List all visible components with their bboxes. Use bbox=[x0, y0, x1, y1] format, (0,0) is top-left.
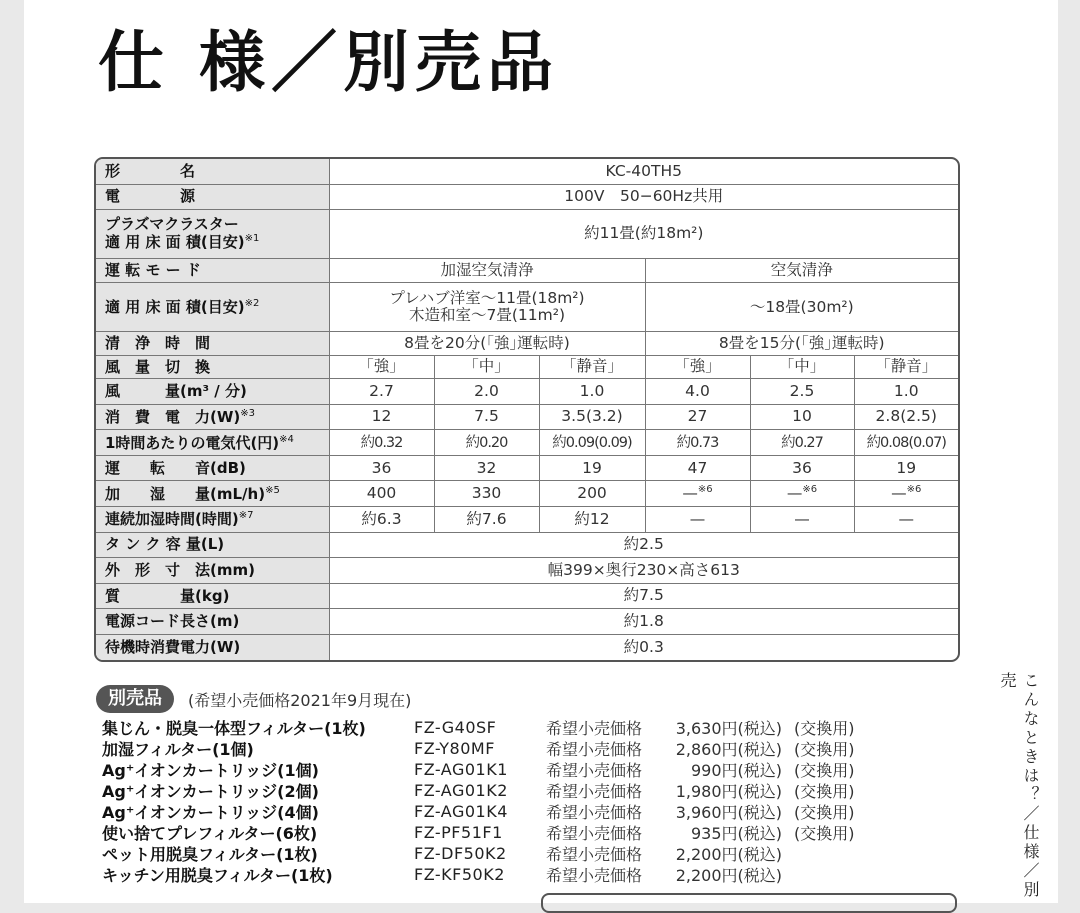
item-price: 3,630円(税込) bbox=[675, 719, 782, 738]
row-mode bbox=[96, 258, 958, 283]
consumption-label: 消 費 電 力(W)$^{※3}$ bbox=[96, 404, 329, 430]
cost-cell: 約0.09(0.09) bbox=[539, 430, 645, 456]
airflow-cell: 4.0 bbox=[645, 379, 750, 405]
row-tank bbox=[96, 532, 958, 558]
cord-label: 電源コード長さ(m) bbox=[96, 609, 329, 635]
row-model bbox=[96, 159, 958, 185]
humid-cell: 330 bbox=[434, 481, 539, 507]
area-air: 〜18畳(30m²) bbox=[645, 283, 958, 332]
list-item bbox=[102, 780, 902, 801]
list-item bbox=[102, 759, 902, 780]
page-title: 仕 様／別売品 bbox=[98, 24, 559, 101]
list-item bbox=[102, 738, 902, 759]
humid-cell: —$^{※6}$ bbox=[645, 481, 750, 507]
airflow-cell: 2.5 bbox=[750, 379, 854, 405]
model-value: KC-40TH5 bbox=[329, 159, 958, 185]
item-use: (交換用) bbox=[794, 782, 855, 801]
list-item bbox=[102, 864, 902, 885]
fan-label: 風 量 切 換 bbox=[96, 355, 329, 379]
cost-cell: 約0.20 bbox=[434, 430, 539, 456]
power-value: 100V 50−60Hz共用 bbox=[329, 185, 958, 210]
cutoff-box bbox=[541, 893, 957, 913]
item-model: FZ-KF50K2 bbox=[414, 865, 505, 884]
item-price: 2,200円(税込) bbox=[675, 866, 782, 885]
clean-label: 清 浄 時 間 bbox=[96, 332, 329, 356]
item-name: ペット用脱臭フィルター(1枚) bbox=[102, 845, 318, 864]
row-continuous bbox=[96, 507, 958, 533]
item-name: キッチン用脱臭フィルター(1枚) bbox=[102, 866, 333, 885]
row-consumption bbox=[96, 404, 958, 430]
noise-cell: 19 bbox=[539, 455, 645, 481]
row-noise bbox=[96, 455, 958, 481]
mode-label: 運 転 モ ー ド bbox=[96, 258, 329, 283]
item-use: (交換用) bbox=[794, 719, 855, 738]
cost-cell: 約0.27 bbox=[750, 430, 854, 456]
airflow-cell: 1.0 bbox=[539, 379, 645, 405]
consumption-cell: 27 bbox=[645, 404, 750, 430]
cost-label: 1時間あたりの電気代(円)$^{※4}$ bbox=[96, 430, 329, 456]
plasma-value: 約11畳(約18m²) bbox=[329, 209, 958, 258]
row-area bbox=[96, 283, 958, 332]
item-price-label: 希望小売価格 bbox=[546, 761, 643, 780]
area-label: 適 用 床 面 積(目安)$^{※2}$ bbox=[96, 283, 329, 332]
list-item bbox=[102, 843, 902, 864]
item-price-label: 希望小売価格 bbox=[546, 866, 643, 885]
row-fan-mode bbox=[96, 355, 958, 379]
size-value: 幅399×奥行230×高さ613 bbox=[329, 558, 958, 584]
item-use: (交換用) bbox=[794, 761, 855, 780]
item-price: 2,200円(税込) bbox=[675, 845, 782, 864]
consumption-cell: 10 bbox=[750, 404, 854, 430]
area-humid: プレハブ洋室〜11畳(18m²) 木造和室〜7畳(11m²) bbox=[329, 283, 645, 332]
noise-cell: 19 bbox=[854, 455, 958, 481]
noise-cell: 36 bbox=[329, 455, 434, 481]
row-humid bbox=[96, 481, 958, 507]
item-model: FZ-AG01K4 bbox=[414, 802, 508, 821]
item-use: (交換用) bbox=[794, 824, 855, 843]
noise-cell: 32 bbox=[434, 455, 539, 481]
item-price-label: 希望小売価格 bbox=[546, 740, 643, 759]
airflow-cell: 2.0 bbox=[434, 379, 539, 405]
mode-humid: 加湿空気清浄 bbox=[329, 258, 645, 283]
standby-label: 待機時消費電力(W) bbox=[96, 634, 329, 660]
airflow-label: 風 量(m³ / 分) bbox=[96, 379, 329, 405]
fan-mode-cell: 「強」 bbox=[645, 355, 750, 379]
side-index-tab: こんなときは？／仕様／別売 bbox=[998, 672, 1040, 900]
row-airflow bbox=[96, 379, 958, 405]
humid-cell: —$^{※6}$ bbox=[854, 481, 958, 507]
item-model: FZ-AG01K1 bbox=[414, 760, 508, 779]
item-price-label: 希望小売価格 bbox=[546, 782, 643, 801]
item-name: 使い捨てプレフィルター(6枚) bbox=[102, 824, 318, 843]
item-price: 935円(税込) bbox=[690, 824, 782, 843]
humid-label: 加 湿 量(mL/h)$^{※5}$ bbox=[96, 481, 329, 507]
model-label: 形 名 bbox=[96, 159, 329, 185]
spec-table bbox=[94, 157, 960, 662]
item-use: (交換用) bbox=[794, 803, 855, 822]
cost-cell: 約0.73 bbox=[645, 430, 750, 456]
item-name: 加湿フィルター(1個) bbox=[102, 740, 254, 759]
consumption-cell: 2.8(2.5) bbox=[854, 404, 958, 430]
item-price-label: 希望小売価格 bbox=[546, 845, 643, 864]
cont-cell: 約12 bbox=[539, 507, 645, 533]
list-item bbox=[102, 801, 902, 822]
item-price-label: 希望小売価格 bbox=[546, 719, 643, 738]
tank-label: タ ン ク 容 量(L) bbox=[96, 532, 329, 558]
weight-value: 約7.5 bbox=[329, 583, 958, 609]
item-model: FZ-PF51F1 bbox=[414, 823, 503, 842]
row-plasma bbox=[96, 209, 958, 258]
noise-cell: 47 bbox=[645, 455, 750, 481]
clean-humid: 8畳を20分(｢強｣運転時) bbox=[329, 332, 645, 356]
row-standby bbox=[96, 634, 958, 660]
item-price-label: 希望小売価格 bbox=[546, 803, 643, 822]
accessories-note: (希望小売価格2021年9月現在) bbox=[188, 690, 412, 710]
cord-value: 約1.8 bbox=[329, 609, 958, 635]
item-model: FZ-Y80MF bbox=[414, 739, 495, 758]
consumption-cell: 3.5(3.2) bbox=[539, 404, 645, 430]
accessories-list bbox=[102, 717, 902, 885]
airflow-cell: 1.0 bbox=[854, 379, 958, 405]
item-use: (交換用) bbox=[794, 740, 855, 759]
accessories-badge: 別売品 bbox=[96, 685, 174, 713]
cont-cell: — bbox=[645, 507, 750, 533]
cost-cell: 約0.32 bbox=[329, 430, 434, 456]
consumption-cell: 12 bbox=[329, 404, 434, 430]
cont-cell: — bbox=[750, 507, 854, 533]
row-cost bbox=[96, 430, 958, 456]
item-model: FZ-AG01K2 bbox=[414, 781, 508, 800]
plasma-label: プラズマクラスター 適 用 床 面 積(目安)$^{※1}$ bbox=[96, 209, 329, 258]
item-price: 1,980円(税込) bbox=[675, 782, 782, 801]
tank-value: 約2.5 bbox=[329, 532, 958, 558]
row-size bbox=[96, 558, 958, 584]
item-name: 集じん・脱臭一体型フィルター(1枚) bbox=[102, 719, 366, 738]
item-price-label: 希望小売価格 bbox=[546, 824, 643, 843]
list-item bbox=[102, 717, 902, 738]
humid-cell: —$^{※6}$ bbox=[750, 481, 854, 507]
row-clean bbox=[96, 332, 958, 356]
item-price: 3,960円(税込) bbox=[675, 803, 782, 822]
fan-mode-cell: 「強」 bbox=[329, 355, 434, 379]
row-weight bbox=[96, 583, 958, 609]
humid-cell: 400 bbox=[329, 481, 434, 507]
item-model: FZ-DF50K2 bbox=[414, 844, 507, 863]
airflow-cell: 2.7 bbox=[329, 379, 434, 405]
item-name: Ag⁺イオンカートリッジ(2個) bbox=[102, 782, 319, 801]
humid-cell: 200 bbox=[539, 481, 645, 507]
cont-label: 連続加湿時間(時間)$^{※7}$ bbox=[96, 507, 329, 533]
clean-air: 8畳を15分(｢強｣運転時) bbox=[645, 332, 958, 356]
fan-mode-cell: 「中」 bbox=[750, 355, 854, 379]
item-name: Ag⁺イオンカートリッジ(1個) bbox=[102, 761, 319, 780]
item-model: FZ-G40SF bbox=[414, 718, 497, 737]
standby-value: 約0.3 bbox=[329, 634, 958, 660]
weight-label: 質 量(kg) bbox=[96, 583, 329, 609]
size-label: 外 形 寸 法(mm) bbox=[96, 558, 329, 584]
item-price: 990円(税込) bbox=[690, 761, 782, 780]
noise-cell: 36 bbox=[750, 455, 854, 481]
cost-cell: 約0.08(0.07) bbox=[854, 430, 958, 456]
cont-cell: — bbox=[854, 507, 958, 533]
consumption-cell: 7.5 bbox=[434, 404, 539, 430]
row-power bbox=[96, 185, 958, 210]
accessories-header bbox=[96, 685, 411, 713]
list-item bbox=[102, 822, 902, 843]
mode-air: 空気清浄 bbox=[645, 258, 958, 283]
noise-label: 運 転 音(dB) bbox=[96, 455, 329, 481]
item-price: 2,860円(税込) bbox=[675, 740, 782, 759]
cont-cell: 約6.3 bbox=[329, 507, 434, 533]
item-name: Ag⁺イオンカートリッジ(4個) bbox=[102, 803, 319, 822]
fan-mode-cell: 「中」 bbox=[434, 355, 539, 379]
fan-mode-cell: 「静音」 bbox=[854, 355, 958, 379]
fan-mode-cell: 「静音」 bbox=[539, 355, 645, 379]
row-cord bbox=[96, 609, 958, 635]
power-label: 電 源 bbox=[96, 185, 329, 210]
manual-page bbox=[24, 0, 1058, 903]
cont-cell: 約7.6 bbox=[434, 507, 539, 533]
